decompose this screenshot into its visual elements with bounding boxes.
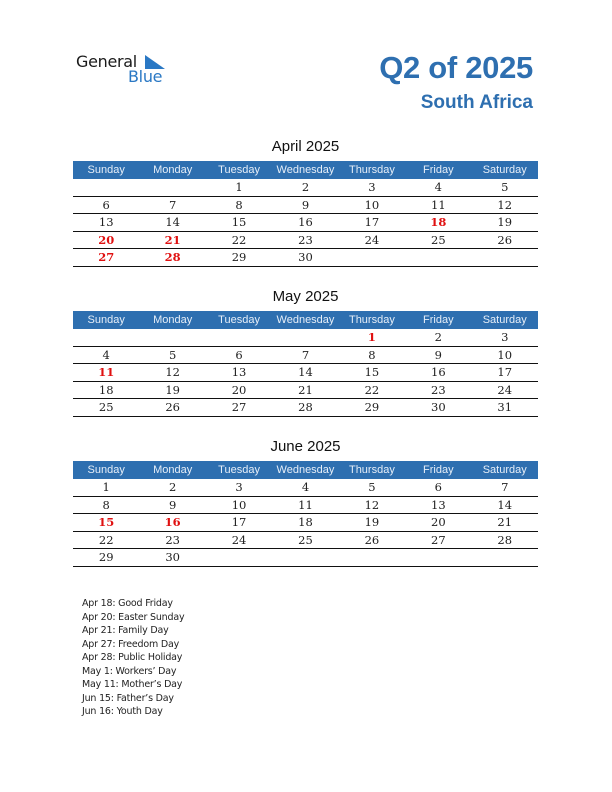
date-cell: 9 (301, 197, 310, 212)
date-cell: 19 (364, 515, 380, 529)
date-cell (472, 549, 538, 566)
date-cell: 3 (501, 330, 509, 344)
month-calendar-may (73, 288, 538, 417)
date-cell: 10 (364, 197, 380, 212)
date-cell: 10 (231, 497, 247, 512)
weekday-label: Monday (153, 314, 193, 326)
week-row (73, 249, 538, 267)
date-cell: 19 (165, 382, 180, 397)
holiday-date-cell: 15 (98, 515, 115, 529)
holiday-item: Apr 27: Freedom Day (82, 638, 179, 650)
date-cell: 4 (102, 347, 110, 362)
holiday-date-cell: 1 (367, 330, 376, 344)
date-cell: 11 (431, 197, 446, 212)
weekday-label: Wednesday (276, 464, 335, 476)
date-cell: 8 (368, 347, 376, 362)
date-cell: 29 (98, 550, 114, 564)
date-cell (73, 329, 139, 346)
holiday-item: Apr 21: Family Day (82, 625, 169, 636)
date-cell: 12 (497, 197, 513, 212)
date-cell: 5 (368, 480, 376, 494)
date-cell: 15 (364, 365, 380, 379)
date-cell: 21 (298, 382, 313, 397)
date-cell: 24 (497, 382, 513, 397)
logo (76, 52, 176, 92)
holiday-item: Apr 20: Easter Sunday (82, 611, 185, 623)
date-cell: 23 (431, 382, 446, 397)
holiday-item: May 1: Workers’ Day (82, 665, 177, 677)
date-cell: 30 (165, 550, 180, 564)
date-cell (206, 329, 272, 346)
date-cell: 22 (98, 532, 114, 547)
week-row (73, 364, 538, 382)
weekday-label: Thursday (348, 164, 395, 176)
date-cell (139, 179, 205, 196)
date-cell: 6 (434, 480, 442, 494)
date-cell: 19 (497, 215, 513, 229)
date-cell: 23 (165, 532, 180, 547)
date-cell: 13 (98, 215, 114, 229)
holiday-date-cell: 21 (164, 232, 181, 247)
date-cell: 25 (298, 532, 313, 547)
week-row (73, 329, 538, 347)
date-cell: 28 (497, 532, 513, 547)
date-cell: 4 (434, 180, 442, 194)
week-row (73, 214, 538, 232)
date-cell: 27 (431, 532, 446, 547)
date-cell: 8 (235, 197, 243, 212)
date-cell: 7 (301, 347, 310, 362)
date-cell: 5 (168, 347, 177, 362)
date-cell: 22 (364, 382, 380, 397)
weekday-label: Saturday (482, 314, 527, 326)
date-cell (206, 549, 272, 566)
date-cell: 24 (364, 232, 380, 247)
country-subtitle: South Africa (420, 92, 533, 113)
date-cell: 17 (364, 215, 380, 229)
holiday-date-cell: 11 (98, 365, 115, 379)
weekday-label: Wednesday (276, 314, 335, 326)
date-cell: 5 (501, 180, 509, 194)
date-cell: 18 (98, 382, 114, 397)
month-title: May 2025 (272, 288, 339, 305)
date-cell (73, 179, 139, 196)
date-cell: 8 (102, 497, 110, 512)
week-row (73, 399, 538, 417)
date-cell: 9 (168, 497, 177, 512)
holiday-item: Apr 18: Good Friday (82, 598, 173, 609)
week-row (73, 479, 538, 497)
date-cell (272, 329, 338, 346)
week-row (73, 532, 538, 550)
weekday-label: Friday (423, 164, 454, 176)
page-title: Q2 of 2025 (379, 50, 533, 85)
date-cell: 21 (497, 515, 513, 529)
date-cell: 2 (301, 180, 310, 194)
date-cell (405, 249, 471, 266)
date-cell: 3 (235, 480, 243, 494)
date-cell (339, 549, 405, 566)
date-cell: 10 (497, 347, 513, 362)
date-cell (139, 329, 205, 346)
date-cell: 16 (431, 365, 446, 379)
week-row (73, 197, 538, 215)
date-cell: 30 (298, 250, 313, 264)
weekday-label: Thursday (348, 464, 395, 476)
date-cell: 14 (165, 215, 180, 229)
date-cell: 2 (168, 480, 177, 494)
weekday-label: Sunday (87, 314, 125, 326)
date-cell: 1 (102, 480, 110, 494)
week-row (73, 514, 538, 532)
month-calendar-june (73, 438, 538, 567)
date-cell: 6 (102, 197, 110, 212)
date-cell: 7 (168, 197, 177, 212)
weekday-label: Sunday (87, 464, 125, 476)
week-row (73, 497, 538, 515)
week-row (73, 382, 538, 400)
date-cell: 3 (368, 180, 376, 194)
weekday-label: Friday (423, 314, 454, 326)
date-cell: 13 (231, 365, 247, 379)
date-cell: 1 (235, 180, 243, 194)
date-cell: 15 (231, 215, 247, 229)
week-row (73, 549, 538, 567)
date-cell (405, 549, 471, 566)
date-cell: 26 (165, 400, 180, 414)
date-cell: 27 (231, 400, 247, 414)
month-title: June 2025 (270, 438, 341, 455)
date-cell: 26 (497, 232, 513, 247)
weekday-label: Monday (153, 464, 193, 476)
holiday-item: Apr 28: Public Holiday (82, 652, 183, 663)
holiday-list (82, 597, 184, 719)
weekday-label: Friday (423, 464, 454, 476)
week-row (73, 347, 538, 365)
weekday-label: Tuesday (218, 464, 260, 476)
date-cell: 17 (231, 515, 247, 529)
date-cell: 6 (235, 347, 243, 362)
holiday-date-cell: 20 (98, 232, 115, 247)
date-cell: 23 (298, 232, 313, 247)
date-cell: 12 (165, 365, 180, 379)
date-cell: 13 (431, 497, 446, 512)
date-cell: 20 (231, 382, 247, 397)
weekday-label: Saturday (482, 464, 527, 476)
date-cell: 11 (298, 497, 313, 512)
date-cell: 22 (231, 232, 247, 247)
date-cell: 2 (434, 330, 442, 344)
date-cell (272, 549, 338, 566)
holiday-item: May 11: Mother’s Day (82, 679, 183, 690)
date-cell: 28 (298, 400, 313, 414)
date-cell: 18 (298, 515, 313, 529)
holiday-date-cell: 28 (164, 250, 181, 264)
date-cell: 24 (231, 532, 247, 547)
date-cell: 7 (501, 480, 509, 494)
date-cell (472, 249, 538, 266)
holiday-date-cell: 18 (430, 215, 447, 229)
weekday-label: Sunday (87, 164, 125, 176)
weekday-label: Tuesday (218, 164, 260, 176)
week-row (73, 232, 538, 250)
date-cell: 25 (98, 400, 114, 414)
date-cell: 14 (298, 365, 313, 379)
date-cell: 20 (431, 515, 446, 529)
date-cell: 30 (431, 400, 446, 414)
weekday-header (73, 161, 538, 179)
date-cell: 14 (497, 497, 513, 512)
logo-text-general: General (76, 52, 137, 71)
date-cell: 9 (434, 347, 442, 362)
date-cell: 16 (298, 215, 313, 229)
weekday-header (73, 311, 538, 329)
date-cell: 25 (431, 232, 446, 247)
month-calendar-april (73, 138, 538, 267)
holiday-item: Jun 15: Father’s Day (82, 692, 174, 704)
weekday-label: Tuesday (218, 314, 260, 326)
weekday-header (73, 461, 538, 479)
weekday-label: Saturday (482, 164, 527, 176)
weekday-label: Monday (153, 164, 193, 176)
date-cell: 29 (231, 250, 247, 264)
weekday-label: Wednesday (276, 164, 335, 176)
holiday-item: Jun 16: Youth Day (82, 706, 163, 717)
holiday-date-cell: 16 (164, 515, 181, 529)
date-cell: 29 (364, 400, 380, 414)
date-cell: 17 (497, 365, 513, 379)
date-cell: 4 (301, 480, 310, 494)
month-title: April 2025 (271, 138, 340, 155)
week-row (73, 179, 538, 197)
date-cell (339, 249, 405, 266)
logo-text-blue: Blue (128, 67, 163, 86)
date-cell: 12 (364, 497, 380, 512)
date-cell: 31 (497, 400, 513, 414)
holiday-date-cell: 27 (98, 250, 115, 264)
weekday-label: Thursday (348, 314, 395, 326)
date-cell: 26 (364, 532, 380, 547)
